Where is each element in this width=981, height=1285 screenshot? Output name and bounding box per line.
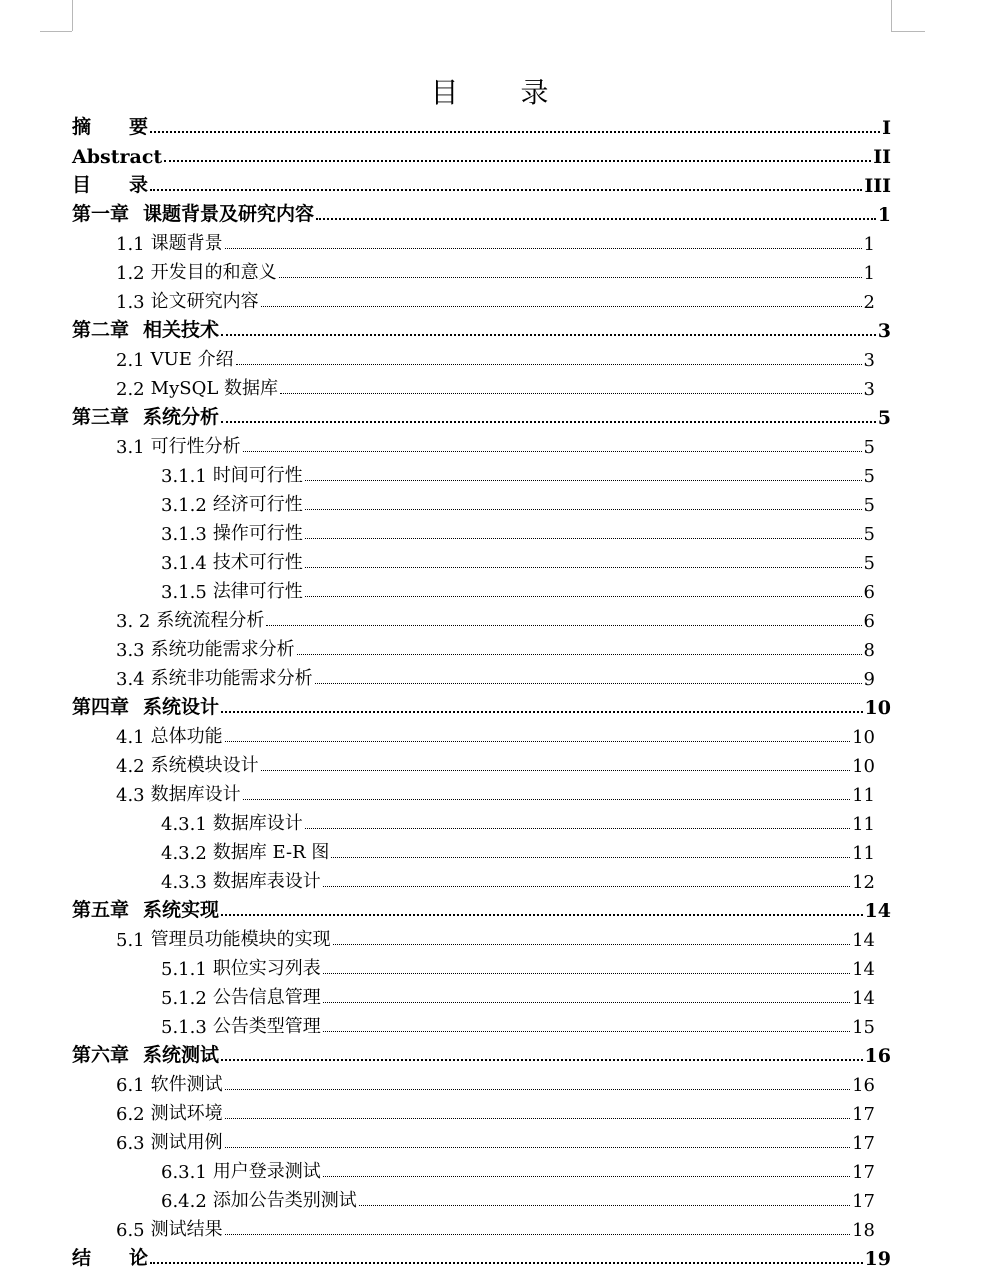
toc-entry-title: 系统模块设计: [150, 755, 259, 776]
toc-entry-title: 课题背景及研究内容: [143, 203, 315, 225]
toc-entry-title: 公告类型管理: [212, 1016, 321, 1037]
toc-entry-title: 数据库表设计: [212, 871, 321, 892]
toc-entry-title: 公告信息管理: [212, 987, 321, 1008]
toc-entry[interactable]: [116, 1067, 875, 1096]
toc-entry[interactable]: [116, 284, 875, 313]
toc-entry-number: 第一章: [72, 203, 130, 225]
toc-entry-page: 1: [877, 204, 891, 226]
toc-entry-title: 目 录: [72, 174, 149, 196]
toc-entry[interactable]: [161, 1154, 875, 1183]
toc-entry-number: 4.3.2: [161, 843, 207, 864]
toc-entry-number: 2.1: [116, 350, 145, 371]
toc-entry-page: 5: [863, 466, 875, 487]
toc-entry-page: 17: [852, 1104, 875, 1125]
toc-entry-page: 17: [852, 1191, 875, 1212]
toc-dot-leader: [261, 769, 850, 771]
toc-entry[interactable]: [161, 806, 875, 835]
toc-dot-leader: [305, 479, 862, 481]
toc-dot-leader: [323, 1175, 850, 1177]
crop-mark-right-horizontal: [891, 31, 925, 32]
toc-entry-number: 1.2: [116, 263, 145, 284]
toc-entry-page: 10: [852, 727, 875, 748]
crop-mark-left-vertical: [72, 0, 73, 31]
toc-entry-title: 系统非功能需求分析: [150, 668, 313, 689]
crop-mark-left-horizontal: [40, 31, 72, 32]
toc-entry-title: 职位实习列表: [212, 958, 321, 979]
toc-entry-page: 16: [864, 1045, 891, 1067]
toc-dot-leader: [305, 508, 862, 510]
toc-entry-number: 6.2: [116, 1104, 145, 1125]
toc-dot-leader: [221, 333, 876, 336]
toc-dot-leader: [279, 276, 862, 278]
toc-entry-page: 16: [852, 1075, 875, 1096]
toc-entry-title: 数据库 E-R 图: [212, 842, 330, 863]
toc-entry[interactable]: [116, 777, 875, 806]
toc-entry-number: 4.3.3: [161, 872, 207, 893]
toc-entry-page: 2: [863, 292, 875, 313]
toc-entry[interactable]: [161, 864, 875, 893]
toc-entry-page: 1: [863, 234, 875, 255]
toc-dot-leader: [323, 885, 850, 887]
toc-entry-page: 5: [877, 407, 891, 429]
toc-dot-leader: [323, 1030, 850, 1032]
toc-entry-title: 可行性分析: [150, 436, 241, 457]
toc-entry-number: 3.1.4: [161, 553, 207, 574]
toc-entry-page: 5: [863, 553, 875, 574]
toc-entry-page: I: [882, 117, 891, 139]
toc-entry[interactable]: [116, 661, 875, 690]
toc-entry-title: 课题背景: [150, 233, 223, 254]
toc-entry-number: 第二章: [72, 319, 130, 341]
toc-dot-leader: [266, 624, 861, 626]
toc-entry-title: 测试用例: [150, 1132, 223, 1153]
toc-entry-number: 1.3: [116, 292, 145, 313]
toc-entry-title: 经济可行性: [212, 494, 303, 515]
toc-dot-leader: [221, 1058, 863, 1061]
toc-entry[interactable]: [116, 255, 875, 284]
toc-entry[interactable]: [72, 313, 891, 342]
toc-entry-page: 5: [863, 437, 875, 458]
toc-entry-title: 测试环境: [150, 1103, 223, 1124]
toc-entry-title: 用户登录测试: [212, 1161, 321, 1182]
toc-entry-number: 3.4: [116, 669, 145, 690]
toc-entry-page: 17: [852, 1133, 875, 1154]
toc-entry-number: 6.4.2: [161, 1191, 207, 1212]
toc-dot-leader: [243, 798, 850, 800]
toc-entry-page: 14: [852, 959, 875, 980]
toc-dot-leader: [225, 1088, 850, 1090]
toc-entry-number: 3.3: [116, 640, 145, 661]
page-title: 目 录: [430, 75, 551, 109]
toc-dot-leader: [331, 856, 850, 858]
toc-entry-number: 5.1.1: [161, 959, 207, 980]
toc-entry-title: 法律可行性: [212, 581, 303, 602]
toc-entry[interactable]: [72, 197, 891, 226]
toc-entry-title: 软件测试: [150, 1074, 223, 1095]
toc-dot-leader: [315, 682, 862, 684]
toc-entry-number: 5.1: [116, 930, 145, 951]
toc-entry[interactable]: [72, 1241, 891, 1270]
toc-entry[interactable]: [72, 1038, 891, 1067]
toc-entry-title: 结 论: [72, 1247, 149, 1269]
toc-entry-page: 6: [863, 582, 875, 603]
toc-dot-leader: [316, 217, 876, 220]
toc-dot-leader: [164, 159, 871, 162]
toc-entry[interactable]: [161, 516, 875, 545]
toc-dot-leader: [261, 305, 862, 307]
toc-entry-number: 4.2: [116, 756, 145, 777]
toc-entry-title: 系统实现: [143, 899, 220, 921]
toc-entry[interactable]: [72, 139, 891, 168]
toc-entry[interactable]: [161, 1009, 875, 1038]
toc-entry-number: 第三章: [72, 406, 130, 428]
toc-entry-number: 3. 2: [116, 611, 151, 632]
toc-entry-number: 6.1: [116, 1075, 145, 1096]
toc-entry[interactable]: [116, 632, 875, 661]
toc-entry-page: 8: [863, 640, 875, 661]
toc-entry-number: 3.1.3: [161, 524, 207, 545]
toc-entry[interactable]: [161, 574, 875, 603]
toc-entry-title: 总体功能: [150, 726, 223, 747]
toc-dot-leader: [236, 363, 862, 365]
toc-dot-leader: [225, 1233, 850, 1235]
toc-entry[interactable]: [116, 719, 875, 748]
toc-entry-page: 19: [864, 1248, 891, 1270]
toc-entry-number: 5.1.3: [161, 1017, 207, 1038]
toc-entry-page: 5: [863, 524, 875, 545]
toc-entry[interactable]: [116, 603, 875, 632]
toc-entry-number: 3.1.1: [161, 466, 207, 487]
toc-entry[interactable]: [72, 893, 891, 922]
toc-dot-leader: [225, 1117, 850, 1119]
toc-entry-title: VUE 介绍: [150, 349, 234, 370]
toc-entry[interactable]: [116, 748, 875, 777]
toc-entry-title: 操作可行性: [212, 523, 303, 544]
toc-entry-title: 测试结果: [150, 1219, 223, 1240]
toc-entry-page: 14: [852, 930, 875, 951]
toc-entry-title: 论文研究内容: [150, 291, 259, 312]
toc-dot-leader: [225, 247, 862, 249]
toc-entry[interactable]: [116, 226, 875, 255]
toc-entry-title: MySQL 数据库: [150, 378, 279, 399]
toc-entry[interactable]: [161, 487, 875, 516]
toc-dot-leader: [221, 420, 876, 423]
toc-entry-title: 系统流程分析: [156, 610, 265, 631]
toc-entry-number: 6.3: [116, 1133, 145, 1154]
toc-entry-page: 1: [863, 263, 875, 284]
toc-dot-leader: [150, 188, 862, 191]
toc-dot-leader: [323, 972, 850, 974]
toc-dot-leader: [280, 392, 862, 394]
toc-entry-number: 4.1: [116, 727, 145, 748]
toc-entry[interactable]: [116, 1212, 875, 1241]
toc-entry[interactable]: [161, 951, 875, 980]
toc-dot-leader: [359, 1204, 850, 1206]
toc-dot-leader: [297, 653, 862, 655]
toc-entry-number: 1.1: [116, 234, 145, 255]
toc-entry-title: 相关技术: [143, 319, 220, 341]
toc-entry-title: 数据库设计: [150, 784, 241, 805]
toc-entry-title: 添加公告类别测试: [212, 1190, 357, 1211]
toc-entry-page: 3: [877, 320, 891, 342]
toc-entry-number: 3.1.5: [161, 582, 207, 603]
toc-entry-title: 系统测试: [143, 1044, 220, 1066]
toc-dot-leader: [305, 827, 850, 829]
toc-entry-title: 系统分析: [143, 406, 220, 428]
crop-mark-right-vertical: [891, 0, 892, 31]
toc-entry-page: 6: [863, 611, 875, 632]
toc-entry-page: 11: [852, 785, 875, 806]
toc-entry-number: 4.3: [116, 785, 145, 806]
toc-entry-title: 技术可行性: [212, 552, 303, 573]
toc-entry-page: 15: [852, 1017, 875, 1038]
toc-dot-leader: [305, 537, 862, 539]
toc-entry[interactable]: [72, 110, 891, 139]
toc-entry-number: 4.3.1: [161, 814, 207, 835]
toc-entry[interactable]: [161, 1183, 875, 1212]
toc-entry[interactable]: [161, 835, 875, 864]
toc-entry-title: 管理员功能模块的实现: [150, 929, 331, 950]
toc-dot-leader: [225, 1146, 850, 1148]
toc-entry-title: 开发目的和意义: [150, 262, 277, 283]
toc-entry-title: 系统功能需求分析: [150, 639, 295, 660]
toc-entry-title: Abstract: [72, 146, 163, 168]
toc-entry[interactable]: [161, 458, 875, 487]
toc-entry-page: 11: [852, 843, 875, 864]
toc-entry-page: 14: [852, 988, 875, 1009]
toc-dot-leader: [221, 710, 863, 713]
toc-dot-leader: [305, 566, 862, 568]
toc-entry-page: 11: [852, 814, 875, 835]
toc-entry-title: 摘 要: [72, 116, 149, 138]
toc-entry-number: 6.5: [116, 1220, 145, 1241]
toc-entry-page: 3: [863, 379, 875, 400]
toc-dot-leader: [150, 130, 880, 133]
toc-entry-number: 第四章: [72, 696, 130, 718]
toc-entry-number: 第六章: [72, 1044, 130, 1066]
toc-entry-number: 第五章: [72, 899, 130, 921]
toc-entry[interactable]: [116, 342, 875, 371]
toc-entry-page: 12: [852, 872, 875, 893]
toc-entry-number: 3.1.2: [161, 495, 207, 516]
toc-entry-page: 10: [864, 697, 891, 719]
toc-entry[interactable]: [116, 371, 875, 400]
toc-entry-page: 18: [852, 1220, 875, 1241]
toc-entry[interactable]: [116, 429, 875, 458]
toc-entry[interactable]: [116, 922, 875, 951]
toc-entry-page: 3: [863, 350, 875, 371]
toc-dot-leader: [333, 943, 850, 945]
toc-entry-title: 系统设计: [143, 696, 220, 718]
toc-entry-title: 时间可行性: [212, 465, 303, 486]
toc-dot-leader: [323, 1001, 850, 1003]
toc-entry[interactable]: [72, 168, 891, 197]
toc-dot-leader: [150, 1261, 863, 1264]
toc-entry-number: 2.2: [116, 379, 145, 400]
toc-entry-page: III: [864, 175, 891, 197]
toc-entry-number: 3.1: [116, 437, 145, 458]
toc-entry[interactable]: [116, 1096, 875, 1125]
toc-entry[interactable]: [72, 400, 891, 429]
toc-dot-leader: [305, 595, 862, 597]
toc-dot-leader: [221, 913, 863, 916]
toc-entry-number: 6.3.1: [161, 1162, 207, 1183]
toc-entry-number: 5.1.2: [161, 988, 207, 1009]
toc-entry[interactable]: [72, 690, 891, 719]
toc-dot-leader: [225, 740, 850, 742]
toc-entry-page: 5: [863, 495, 875, 516]
toc-entry[interactable]: [161, 980, 875, 1009]
toc-entry[interactable]: [116, 1125, 875, 1154]
toc-entry-page: 10: [852, 756, 875, 777]
toc-entry-page: II: [873, 146, 891, 168]
toc-dot-leader: [243, 450, 862, 452]
toc-entry-page: 14: [864, 900, 891, 922]
toc-entry-page: 17: [852, 1162, 875, 1183]
toc-entry[interactable]: [161, 545, 875, 574]
toc-entry-page: 9: [863, 669, 875, 690]
toc-entry-title: 数据库设计: [212, 813, 303, 834]
